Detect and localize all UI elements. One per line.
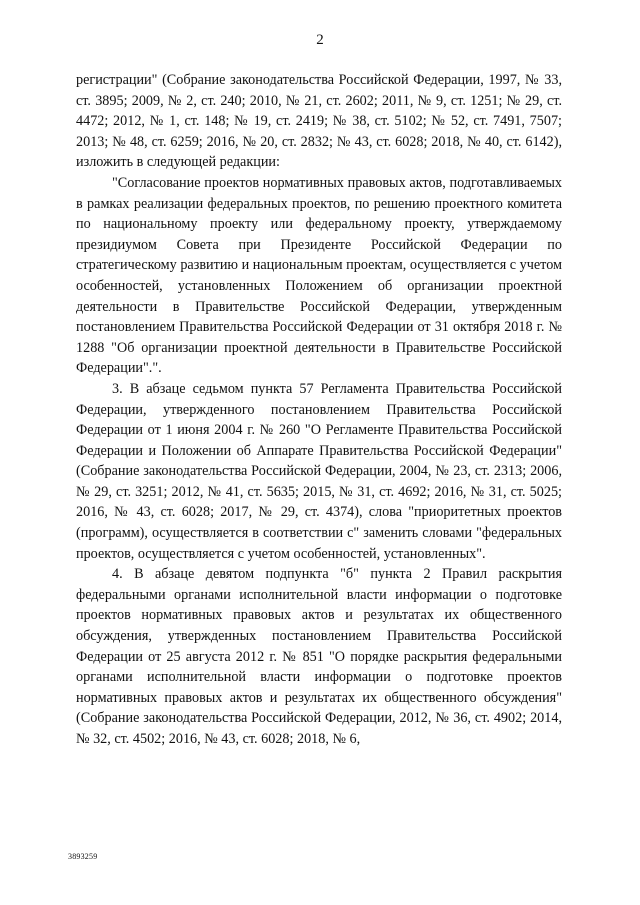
- page-number: 2: [316, 32, 324, 48]
- document-id: 3893259: [68, 852, 98, 861]
- document-body: [76, 70, 562, 750]
- paragraph-item-3: 3. В абзаце седьмом пункта 57 Регламента Правительства Российской Федерации, утвержденного постановлением Правительства Российской Федерации от 1 июня 2004 г. № 260 "О Регламенте Правительства Российской Федерации и Положении об Аппарате Правительства Российской Федерации" (Собрание законодательства Российской Федерации, 2004, № 23, ст. 2313; 2006, № 29, ст. 3251; 2012, № 41, ст. 5635; 2015, № 31, ст. 4692; 2016, № 31, ст. 5025; 2016, № 43, ст. 6028; 2017, № 29, ст. 4374), слова "приоритетных проектов (программ), осуществляется в соответствии с" заменить словами "федеральных проектов, осуществляется с учетом особенностей, установленных".: [76, 380, 562, 562]
- paragraph-quoted-amendment: "Согласование проектов нормативных правовых актов, подготавливаемых в рамках реализации федеральных проектов, по решению проектного комитета по национальному проекту или федеральному проекту, утверждаемому президиумом Совета при Президенте Российской Федерации по стратегическому развитию и национальным проектам, осуществляется с учетом особенностей, установленных Положением об организации проектной деятельности в Правительстве Российской Федерации, утвержденным постановлением Правительства Российской Федерации от 31 октября 2018 г. № 1288 "Об организации проектной деятельности в Правительстве Российской Федерации".".: [76, 174, 562, 377]
- paragraph-item-4: 4. В абзаце девятом подпункта "б" пункта 2 Правил раскрытия федеральными органами исполнительной власти информации о подготовке проектов нормативных правовых актов и результатах их общественного обсуждения, утвержденных постановлением Правительства Российской Федерации от 25 августа 2012 г. № 851 "О порядке раскрытия федеральными органами исполнительной власти информации о подготовке проектов нормативных правовых актов и результатах их общественного обсуждения" (Собрание законодательства Российской Федерации, 2012, № 36, ст. 4902; 2014, № 32, ст. 4502; 2016, № 43, ст. 6028; 2018, № 6,: [76, 566, 562, 747]
- paragraph-continuation: регистрации" (Собрание законодательства Российской Федерации, 1997, № 33, ст. 3895; 2009, № 2, ст. 240; 2010, № 21, ст. 2602; 2011, № 9, ст. 1251; № 29, ст. 4472; 2012, № 1, ст. 148; № 19, ст. 2419; № 38, ст. 5102; № 52, ст. 7491, 7507; 2013; № 48, ст. 6259; 2016, № 20, ст. 2832; № 43, ст. 6028; 2018, № 40, ст. 6142), изложить в следующей редакции:: [76, 72, 562, 171]
